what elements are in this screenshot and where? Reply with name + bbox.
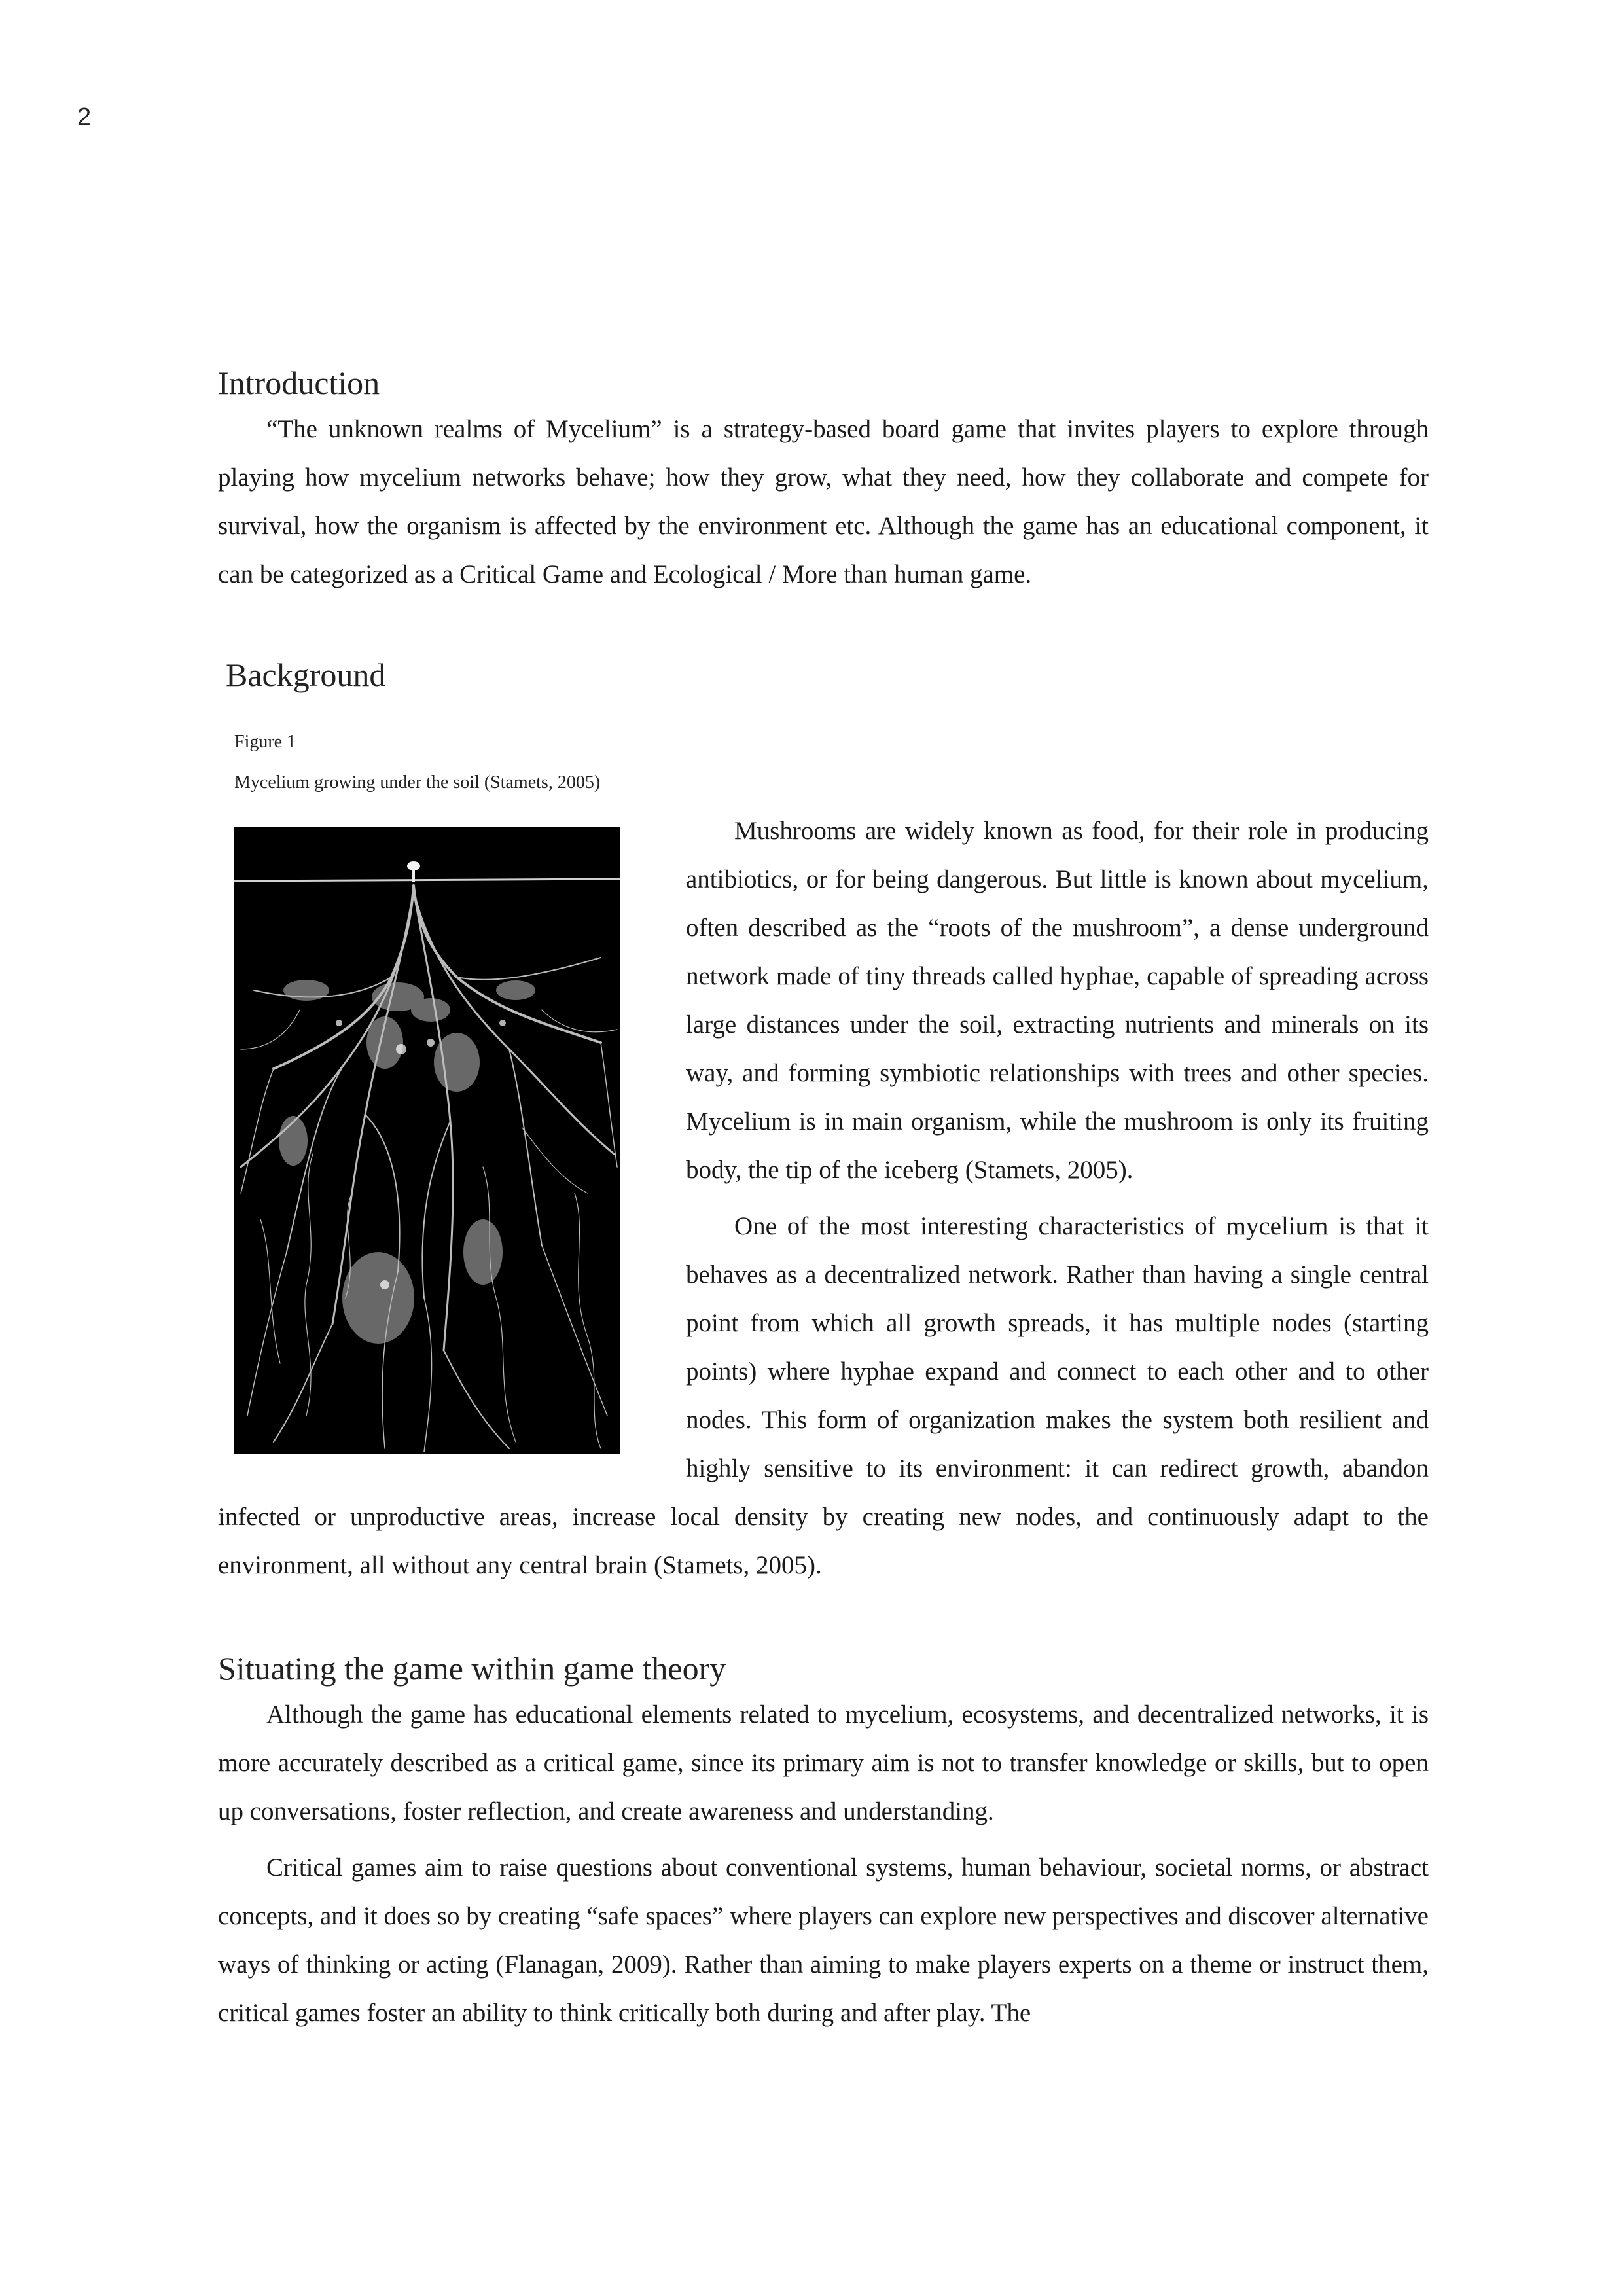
page-number: 2 xyxy=(77,103,92,131)
game-theory-paragraph-1: Although the game has educational elements related to mycelium, ecosystems, and decentralized networks, it is more accurately described as a critical game, since its primary aim is not to transfer knowledge or skills, but to open up conversations, foster reflection, and create awareness and understanding. xyxy=(218,1700,1429,1825)
background-paragraph-2: One of the most interesting characteristics of mycelium is that it behaves as a decentralized network. Rather than having a single central point from which all growth spreads, it has multiple nodes (starting points) where hyphae expand and connect to each other and to other nodes. This form of organization makes the system both resilient and highly sensitive to its environment: it can redirect growth, abandon infected or unproductive areas, increase local density by creating new nodes, and continuously adapt to the environment, all without any central brain (Stamets, 2005). xyxy=(218,1212,1429,1579)
background-body xyxy=(218,807,1429,1590)
document-body xyxy=(218,363,1429,2037)
background-paragraph-1: Mushrooms are widely known as food, for their role in producing antibiotics, or for being dangerous. But little is known about mycelium, often described as the “roots of the mushroom”, a dense underground network made of tiny threads called hyphae, capable of spreading across large distances under the soil, extracting nutrients and minerals on its way, and forming symbiotic relationships with trees and other species. Mycelium is in main organism, while the mushroom is only its fruiting body, the tip of the iceberg (Stamets, 2005). xyxy=(686,817,1429,1184)
game-theory-section xyxy=(218,1649,1429,2037)
mycelium-figure-image xyxy=(234,827,620,1454)
game-theory-paragraph-2: Critical games aim to raise questions about conventional systems, human behaviour, societal norms, or abstract concepts, and it does so by creating “safe spaces” where players can explore new perspectives and discover alternative ways of thinking or acting (Flanagan, 2009). Rather than aiming to make players experts on a theme or instruct them, critical games foster an ability to think critically both during and after play. The xyxy=(218,1854,1429,2027)
introduction-section xyxy=(218,363,1429,599)
figure-number: Figure 1 xyxy=(234,732,296,752)
mycelium-illustration xyxy=(234,827,620,1454)
game-theory-heading: Situating the game within game theory xyxy=(218,1650,726,1687)
background-section xyxy=(218,655,1429,1590)
figure-caption-block xyxy=(234,722,1429,803)
figure-caption: Mycelium growing under the soil (Stamets, 2005) xyxy=(234,772,601,793)
introduction-paragraph: “The unknown realms of Mycelium” is a strategy-based board game that invites players to explore through playing how mycelium networks behave; how they grow, what they need, how they collaborate and compete for survival, how the organism is affected by the environment etc. Although the game has an educational component, it can be categorized as a Critical Game and Ecological / More than human game. xyxy=(218,415,1429,588)
introduction-heading: Introduction xyxy=(218,365,380,401)
background-heading: Background xyxy=(226,656,386,693)
